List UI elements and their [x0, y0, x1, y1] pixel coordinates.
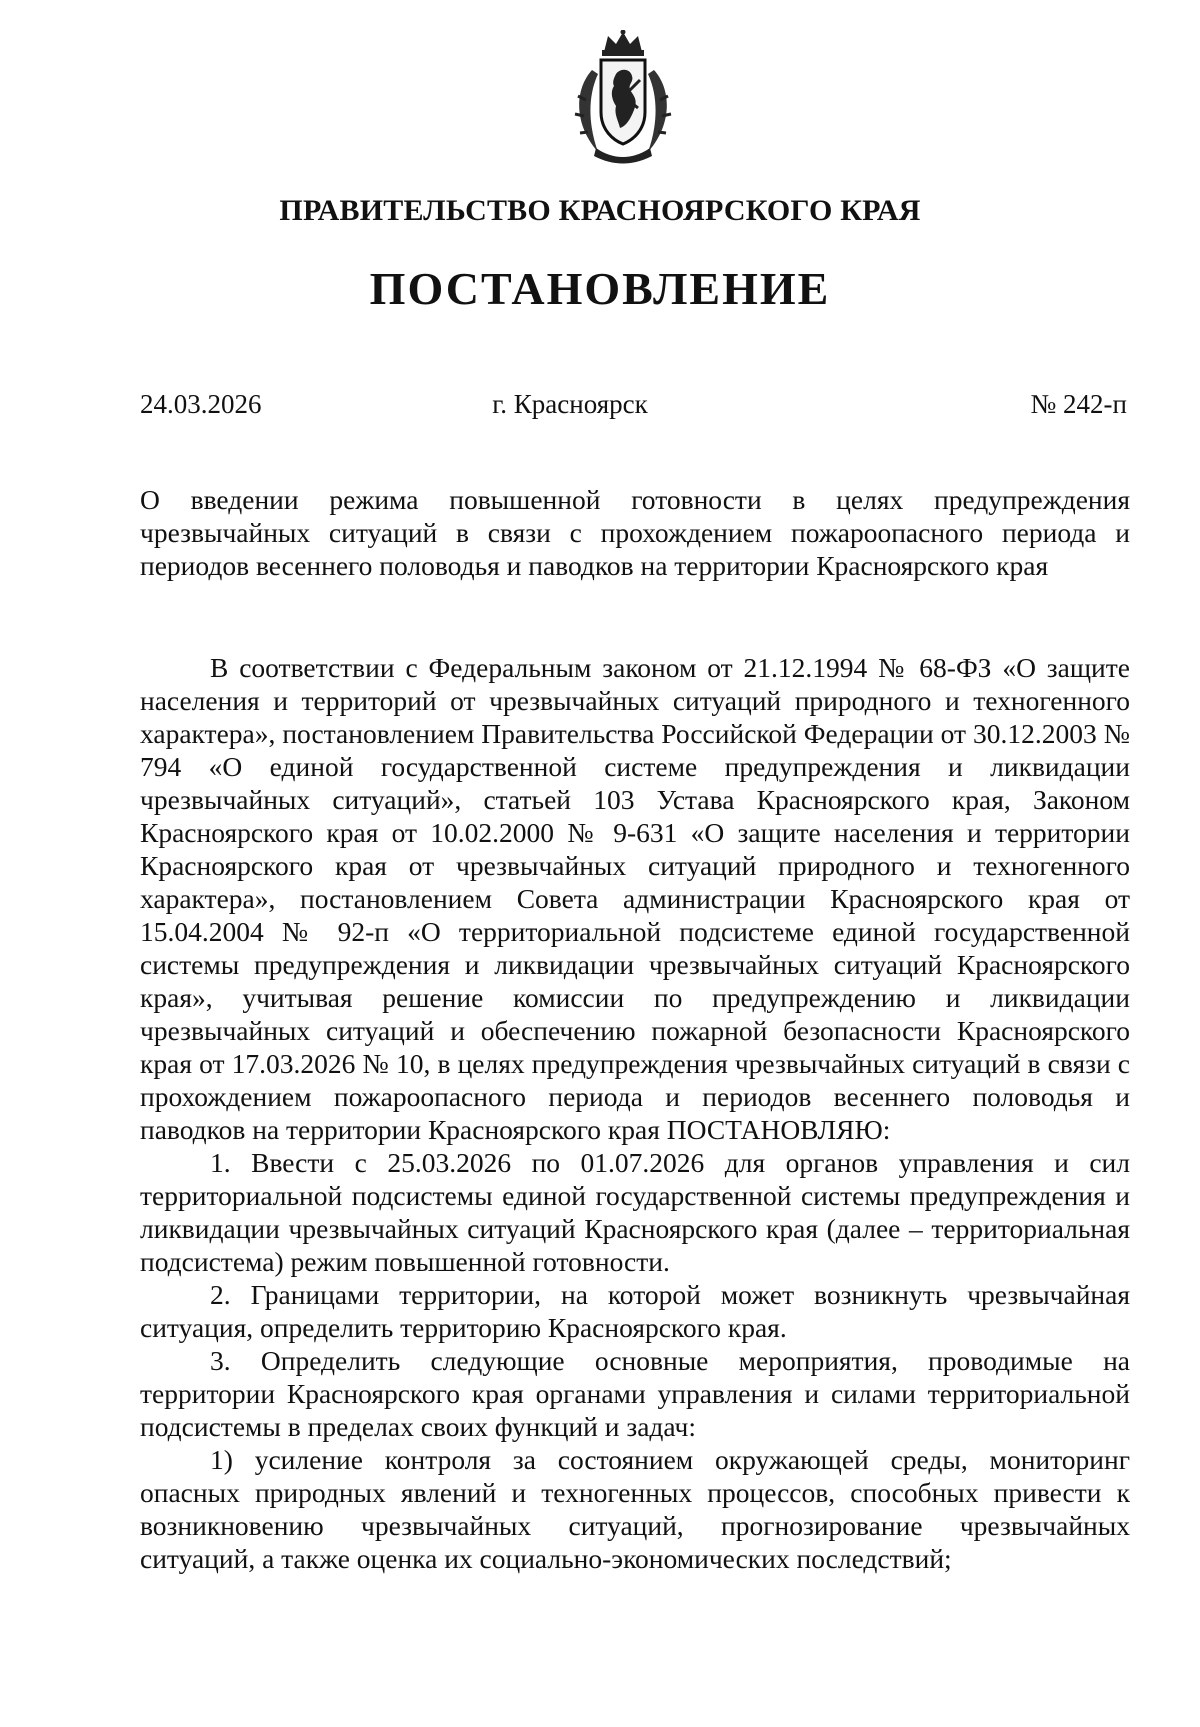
- document-title: О введении режима повышенной готовности в целях предупреждения чрезвычайных ситуаций в связи с прохождением пожароопасного периода и периодов весеннего половодья и паводков на территории Красноярского края: [140, 484, 1130, 581]
- document-type-heading: ПОСТАНОВЛЕНИЕ: [369, 263, 831, 314]
- document-city: г. Красноярск: [492, 389, 648, 419]
- authority-heading: ПРАВИТЕЛЬСТВО КРАСНОЯРСКОГО КРАЯ: [279, 194, 921, 227]
- paragraph-preamble: В соответствии с Федеральным законом от 21.12.1994 № 68-ФЗ «О защите населения и территорий от чрезвычайных ситуаций природного и техногенного характера», постановлением Правительства Российской Федерации от 30.12.2003 № 794 «О единой государственной системе предупреждения и ликвидации чрезвычайных ситуаций», статьей 103 Устава Красноярского края, Законом Красноярского края от 10.02.2000 № 9-631 «О защите населения и территории Красноярского края от чрезвычайных ситуаций природного и техногенного характера», постановлением Совета администрации Красноярского края от 15.04.2004 № 92-п «О территориальной подсистеме единой государственной системы предупреждения и ликвидации чрезвычайных ситуаций Красноярского края», учитывая решение комиссии по предупреждению и ликвидации чрезвычайных ситуаций и обеспечению пожарной безопасности Красноярского края от 17.03.2026 № 10, в целях предупреждения чрезвычайных ситуаций в связи с прохождением пожароопасного периода и периодов весеннего половодья и паводков на территории Красноярского края ПОСТАНОВЛЯЮ:: [140, 652, 1130, 1145]
- paragraph-item-1: 1. Ввести с 25.03.2026 по 01.07.2026 для органов управления и сил территориальной подсистемы единой государственной системы предупреждения и ликвидации чрезвычайных ситуаций Красноярского края (далее – территориальная подсистема) режим повышенной готовности.: [140, 1147, 1130, 1277]
- document-body: [140, 651, 1130, 1575]
- krasnoyarsk-coat-of-arms-icon: [568, 30, 678, 165]
- paragraph-subitem-1: 1) усиление контроля за состоянием окружающей среды, мониторинг опасных природных явлений и техногенных процессов, способных привести к возникновению чрезвычайных ситуаций, прогнозирование чрезвычайных ситуаций, а также оценка их социально-экономических последствий;: [140, 1444, 1130, 1574]
- document-number: № 242-п: [1030, 389, 1127, 419]
- paragraph-item-2: 2. Границами территории, на которой может возникнуть чрезвычайная ситуация, определить территорию Красноярского края.: [140, 1279, 1130, 1343]
- paragraph-item-3: 3. Определить следующие основные мероприятия, проводимые на территории Красноярского края органами управления и силами территориальной подсистемы в пределах своих функций и задач:: [140, 1345, 1130, 1442]
- document-date: 24.03.2026: [140, 389, 262, 419]
